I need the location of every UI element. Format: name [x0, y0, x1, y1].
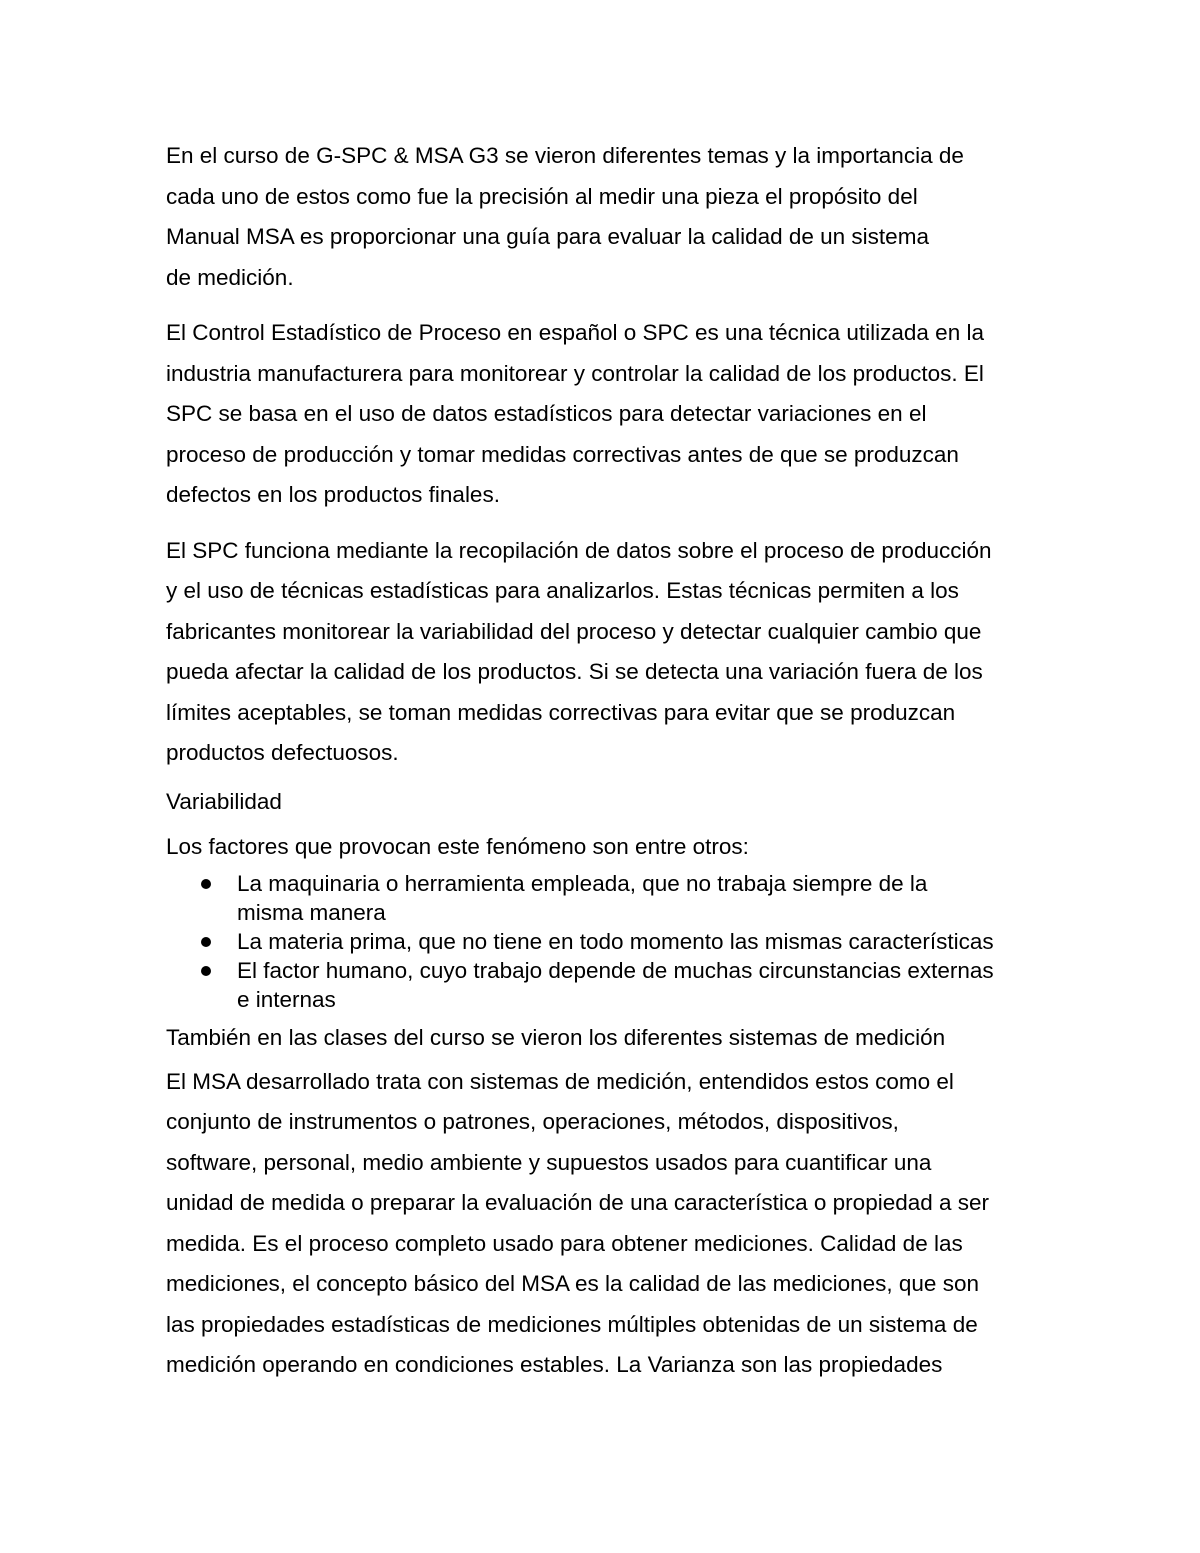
section-heading: Variabilidad: [166, 788, 282, 814]
list-item-line: La materia prima, que no tiene en todo momento las mismas características: [237, 928, 994, 954]
text-line: El MSA desarrollado trata con sistemas de medición, entendidos estos como el: [166, 1068, 954, 1094]
text-line: de medición.: [166, 264, 294, 290]
bullet-icon: [201, 879, 211, 889]
text-line: unidad de medida o preparar la evaluación de una característica o propiedad a ser: [166, 1190, 990, 1215]
text-line: las propiedades estadísticas de mediciones múltiples obtenidas de un sistema de: [166, 1311, 978, 1337]
text-line: SPC se basa en el uso de datos estadísticos para detectar variaciones en el: [166, 401, 927, 426]
closing-line: También en las clases del curso se vieron los diferentes sistemas de medición: [166, 1024, 946, 1050]
text-line: productos defectuosos.: [166, 740, 399, 765]
text-line: límites aceptables, se toman medidas correctivas para evitar que se produzcan: [166, 699, 956, 725]
text-line: medida. Es el proceso completo usado para obtener mediciones. Calidad de las: [166, 1230, 963, 1256]
list-item: [166, 869, 1046, 927]
bullet-icon: [201, 937, 211, 947]
list-item-line: e internas: [237, 986, 336, 1012]
paragraph-msa: [166, 1062, 1046, 1386]
paragraph-spacer: [166, 298, 1046, 313]
text-line: software, personal, medio ambiente y supuestos usados para cuantificar una: [166, 1149, 932, 1175]
paragraph-spacer: [166, 516, 1046, 531]
document-body: [166, 136, 1046, 1386]
paragraph-intro: [166, 136, 1046, 298]
text-line: El SPC funciona mediante la recopilación de datos sobre el proceso de producción: [166, 537, 992, 563]
text-line: proceso de producción y tomar medidas correctivas antes de que se produzcan: [166, 441, 959, 467]
text-line: y el uso de técnicas estadísticas para analizarlos. Estas técnicas permiten a los: [166, 578, 959, 603]
text-line: El Control Estadístico de Proceso en español o SPC es una técnica utilizada en la: [166, 320, 984, 345]
list-item-line: El factor humano, cuyo trabajo depende de muchas circunstancias externas: [237, 957, 994, 983]
text-line: mediciones, el concepto básico del MSA es la calidad de las mediciones, que son: [166, 1271, 979, 1296]
text-line: pueda afectar la calidad de los productos. Si se detecta una variación fuera de los: [166, 659, 983, 684]
list-item: [166, 956, 1046, 1014]
text-line: cada uno de estos como fue la precisión al medir una pieza el propósito del: [166, 183, 918, 209]
list-intro: Los factores que provocan este fenómeno son entre otros:: [166, 833, 749, 859]
text-line: En el curso de G-SPC & MSA G3 se vieron diferentes temas y la importancia de: [166, 143, 964, 168]
text-line: fabricantes monitorear la variabilidad del proceso y detectar cualquier cambio que: [166, 618, 982, 644]
bullet-icon: [201, 966, 211, 976]
text-line: defectos en los productos finales.: [166, 482, 500, 507]
text-line: Manual MSA es proporcionar una guía para evaluar la calidad de un sistema: [166, 224, 929, 249]
paragraph-spc-function: [166, 531, 1046, 774]
text-line: medición operando en condiciones estables. La Varianza son las propiedades: [166, 1352, 943, 1377]
text-line: industria manufacturera para monitorear y controlar la calidad de los productos. El: [166, 360, 984, 386]
bullet-list: [166, 869, 1046, 1014]
paragraph-spc-definition: [166, 313, 1046, 516]
list-item-line: misma manera: [237, 899, 386, 925]
list-item-line: La maquinaria o herramienta empleada, que no trabaja siempre de la: [237, 870, 928, 896]
text-line: conjunto de instrumentos o patrones, operaciones, métodos, dispositivos,: [166, 1109, 899, 1134]
list-item: [166, 927, 1046, 956]
